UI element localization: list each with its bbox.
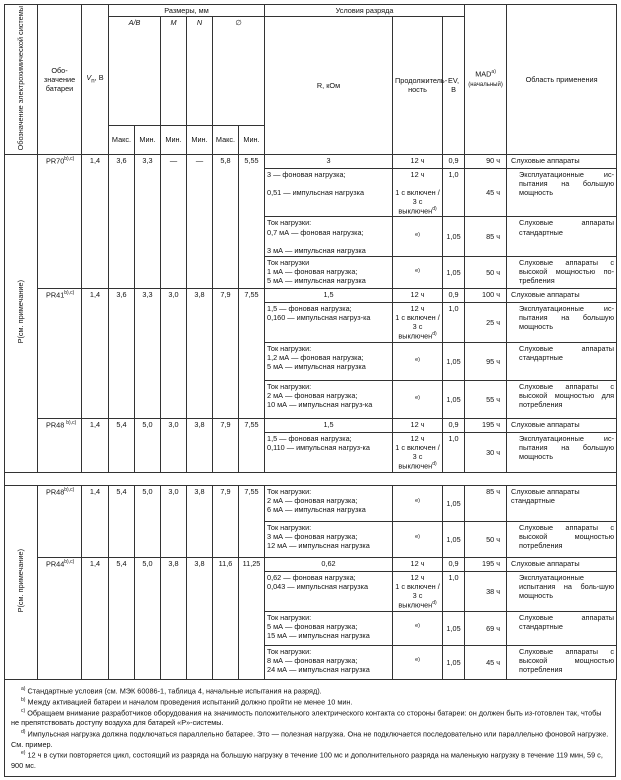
header-conditions: Условия разряда [265, 5, 465, 17]
battery-n-min: — [187, 154, 213, 288]
resistance-cell: 3 [265, 154, 393, 168]
ev-cell: 1,05 [443, 256, 465, 288]
header-ab-max: Макс. [109, 125, 135, 154]
resistance-cell: Ток нагрузки: 5 мА — фоновая нагрузка; 15 мА — импульсная нагрузка [265, 611, 393, 645]
duration-footnote-ref: d) [432, 205, 437, 212]
resistance-cell: Ток нагрузки: 2 мА — фоновая нагрузка; 6 мА — импульсная нагрузка [265, 485, 393, 521]
footnote-text: 12 ч в сутки повторяется цикл, состоящий из разряда на большую нагрузку в течение 100 мс и дополнительного разряда на маленькую нагрузку в течение 119 мин, 59 с, 900 мс. [11, 750, 603, 770]
application-cell: Эксплуатационные испытания на боль-шую мощность [507, 571, 617, 611]
mad-cell: 50 ч [465, 521, 507, 557]
battery-code: PR48 [46, 420, 67, 430]
battery-name [38, 418, 82, 472]
ev-cell: 1,05 [443, 380, 465, 418]
battery-code: PR48 [46, 487, 65, 497]
battery-ab-min: 3,3 [135, 154, 161, 288]
duration-cell [393, 217, 443, 256]
duration-cell [393, 168, 443, 217]
duration-text: e) [415, 623, 420, 630]
duration-text: e) [415, 498, 420, 505]
header-m-min: Мин. [161, 125, 187, 154]
duration-footnote-ref: d) [432, 461, 437, 468]
footnote-text: Между активацией батареи и началом проведения испытаний должно пройти не менее 10 мин. [25, 697, 353, 707]
duration-text: 12 ч 1 с включен / 3 с выключен [395, 572, 440, 610]
battery-d-max: 7,9 [213, 288, 239, 418]
duration-cell [393, 288, 443, 302]
battery-footnote-ref: b),c) [66, 419, 77, 426]
ev-cell: 1,05 [443, 342, 465, 380]
application-cell: Эксплуатационные ис-пытания на большую мощность [507, 168, 617, 217]
battery-ab-min: 3,3 [135, 288, 161, 418]
duration-cell [393, 521, 443, 557]
battery-m-min: 3,0 [161, 485, 187, 557]
ev-cell: 1,05 [443, 217, 465, 256]
resistance-cell: Ток нагрузки: 2 мА — фоновая нагрузка; 10 мА — импульсная нагруз-ка [265, 380, 393, 418]
footnote-mark: e) [21, 750, 26, 757]
resistance-cell: Ток нагрузки: 3 мА — фоновая нагрузка; 12 мА — импульсная нагрузка [265, 521, 393, 557]
battery-ab-max: 3,6 [109, 288, 135, 418]
duration-text: e) [415, 231, 420, 238]
ev-cell: 0,9 [443, 288, 465, 302]
duration-text: e) [415, 657, 420, 664]
duration-footnote-ref: d) [432, 331, 437, 338]
battery-n-min: 3,8 [187, 288, 213, 418]
resistance-cell: 3 — фоновая нагрузка; 0,51 — импульсная нагрузка [265, 168, 393, 217]
battery-v: 1,4 [82, 418, 109, 472]
ev-cell: 1,0 [443, 432, 465, 472]
system-label: P(см. примечание) [16, 280, 26, 344]
battery-footnote-ref: b),c) [64, 289, 75, 296]
footnote [11, 729, 609, 749]
mad-cell: 100 ч [465, 288, 507, 302]
battery-ab-max: 5,4 [109, 418, 135, 472]
duration-text: e) [415, 356, 420, 363]
duration-cell [393, 571, 443, 611]
mad-cell: 90 ч [465, 154, 507, 168]
battery-n-min: 3,8 [187, 485, 213, 557]
header-system: Обозначение электрохимической системы [5, 5, 38, 155]
battery-d-max: 5,8 [213, 154, 239, 288]
footnote-mark: a) [21, 685, 26, 692]
application-cell: Слуховые аппараты с высокой мощностью потребления [507, 521, 617, 557]
header-n-min: Мин. [187, 125, 213, 154]
gap-cell [5, 472, 617, 485]
duration-cell [393, 611, 443, 645]
group-gap [5, 472, 617, 485]
application-cell: Эксплуатационные ис-пытания на большую мощность [507, 302, 617, 342]
duration-text: 12 ч [410, 558, 425, 568]
duration-cell [393, 418, 443, 432]
ev-cell: 1,05 [443, 521, 465, 557]
system-cell [5, 154, 38, 472]
battery-v: 1,4 [82, 154, 109, 288]
battery-n-min: 3,8 [187, 557, 213, 679]
mad-cell: 25 ч [465, 302, 507, 342]
table-header [5, 5, 617, 155]
mad-cell: 85 ч [465, 217, 507, 256]
application-cell: Слуховые аппараты стандартные [507, 485, 617, 521]
duration-cell [393, 557, 443, 571]
duration-text: 12 ч 1 с включен / 3 с выключен [395, 433, 440, 471]
battery-d-max: 7,9 [213, 485, 239, 557]
battery-footnote-ref: b),c) [64, 558, 75, 565]
duration-cell [393, 154, 443, 168]
header-n: N [187, 17, 213, 125]
battery-ab-min: 5,0 [135, 485, 161, 557]
footnotes [4, 680, 616, 777]
mad-cell: 45 ч [465, 168, 507, 217]
mad-cell: 30 ч [465, 432, 507, 472]
ev-cell: 1,0 [443, 168, 465, 217]
mad-cell: 195 ч [465, 557, 507, 571]
mad-cell: 95 ч [465, 342, 507, 380]
footnote-mark: d) [21, 729, 26, 736]
header-d-max: Макс. [213, 125, 239, 154]
application-cell: Эксплуатационные ис-пытания на большую мощность [507, 432, 617, 472]
resistance-cell: 0,62 [265, 557, 393, 571]
duration-text: 12 ч [410, 289, 425, 299]
header-d-min: Мин. [239, 125, 265, 154]
footnote [11, 708, 609, 728]
battery-footnote-ref: b),c) [64, 486, 75, 493]
mad-cell: 69 ч [465, 611, 507, 645]
duration-text: 12 ч [410, 419, 425, 429]
header-area: Область применения [507, 5, 617, 155]
ev-cell: 0,9 [443, 154, 465, 168]
header-m: M [161, 17, 187, 125]
system-cell [5, 485, 38, 679]
battery-ab-max: 5,4 [109, 485, 135, 557]
battery-name [38, 154, 82, 288]
ev-cell: 1,05 [443, 645, 465, 679]
battery-d-min: 11,25 [239, 557, 265, 679]
resistance-cell: 1,5 — фоновая нагрузка; 0,110 — импульсная нагруз-ка [265, 432, 393, 472]
system-label: P(см. примечание) [16, 549, 26, 613]
header-battery: Обо-значение батареи [38, 5, 82, 155]
application-cell: Слуховые аппараты с высокой мощностью потребления [507, 645, 617, 679]
header-duration: Продолжитель-ность [393, 17, 443, 154]
duration-cell [393, 256, 443, 288]
footnote-mark: c) [21, 708, 26, 715]
battery-m-min: 3,0 [161, 418, 187, 472]
ev-cell: 1,0 [443, 302, 465, 342]
header-mad: MAD$^{a)}$ (начальный) [465, 5, 507, 155]
battery-spec-table [4, 4, 617, 680]
resistance-cell: Ток нагрузки: 8 мА — фоновая нагрузка; 24 мА — импульсная нагрузка [265, 645, 393, 679]
mad-cell: 85 ч [465, 485, 507, 521]
battery-ab-min: 5,0 [135, 418, 161, 472]
application-cell: Слуховые аппараты стандартные [507, 217, 617, 256]
header-r: R, кОм [265, 17, 393, 154]
ev-cell: 1,05 [443, 611, 465, 645]
standard-page [4, 4, 616, 777]
duration-cell [393, 645, 443, 679]
header-ev: EV, В [443, 17, 465, 154]
header-ab: A/B [109, 17, 161, 125]
header-sizes: Размеры, мм [109, 5, 265, 17]
resistance-cell: Ток нагрузки: 1,2 мА — фоновая нагрузка; 5 мА — импульсная нагрузка [265, 342, 393, 380]
ev-cell: 0,9 [443, 418, 465, 432]
footnote-mark: b) [21, 696, 26, 703]
footnote [11, 697, 609, 707]
table-row [5, 418, 617, 432]
application-cell: Слуховые аппараты с высокой мощностью для потребления [507, 380, 617, 418]
application-cell: Слуховые аппараты [507, 557, 617, 571]
battery-d-min: 5,55 [239, 154, 265, 288]
application-cell: Слуховые аппараты [507, 418, 617, 432]
header-ab-min: Мин. [135, 125, 161, 154]
duration-cell [393, 302, 443, 342]
battery-v: 1,4 [82, 557, 109, 679]
table-row [5, 288, 617, 302]
battery-m-min: 3,0 [161, 288, 187, 418]
ev-cell: 1,05 [443, 485, 465, 521]
battery-m-min: — [161, 154, 187, 288]
battery-code: PR70 [46, 155, 65, 165]
battery-d-min: 7,55 [239, 288, 265, 418]
mad-cell: 38 ч [465, 571, 507, 611]
duration-text: 12 ч 1 с включен / 3 с выключен [395, 169, 440, 216]
duration-text: 12 ч 1 с включен / 3 с выключен [395, 303, 440, 341]
duration-text: e) [415, 267, 420, 274]
battery-name [38, 288, 82, 418]
table-row [5, 154, 617, 168]
application-cell: Слуховые аппараты [507, 288, 617, 302]
table-row [5, 485, 617, 521]
battery-footnote-ref: b),c) [64, 155, 75, 162]
footnote [11, 686, 609, 696]
resistance-cell: 1,5 — фоновая нагрузка; 0,160 — импульсная нагруз-ка [265, 302, 393, 342]
footnote-text: Стандартные условия (см. МЭК 60086-1, таблица 4, начальные испытания на разряд). [25, 686, 322, 696]
duration-text: e) [415, 394, 420, 401]
battery-name [38, 485, 82, 557]
duration-text: e) [415, 534, 420, 541]
battery-v: 1,4 [82, 288, 109, 418]
mad-cell: 55 ч [465, 380, 507, 418]
resistance-cell: 1,5 [265, 288, 393, 302]
battery-ab-max: 5,4 [109, 557, 135, 679]
ev-cell: 0,9 [443, 557, 465, 571]
battery-m-min: 3,8 [161, 557, 187, 679]
table-body [5, 154, 617, 679]
battery-code: PR41 [46, 290, 65, 300]
mad-cell: 50 ч [465, 256, 507, 288]
mad-cell: 45 ч [465, 645, 507, 679]
battery-name [38, 557, 82, 679]
resistance-cell: Ток нагрузки 1 мА — фоновая нагрузка; 5 мА — импульсная нагрузка [265, 256, 393, 288]
duration-cell [393, 380, 443, 418]
duration-cell [393, 342, 443, 380]
application-cell: Слуховые аппараты стандартные [507, 342, 617, 380]
application-cell: Слуховые аппараты [507, 154, 617, 168]
battery-d-max: 11,6 [213, 557, 239, 679]
resistance-cell: Ток нагрузки: 0,7 мА — фоновая нагрузка; 3 мА — импульсная нагрузка [265, 217, 393, 256]
battery-d-max: 7,9 [213, 418, 239, 472]
duration-cell [393, 485, 443, 521]
battery-code: PR44 [46, 559, 65, 569]
battery-v: 1,4 [82, 485, 109, 557]
duration-footnote-ref: d) [432, 599, 437, 606]
duration-text: 12 ч [410, 155, 425, 165]
battery-d-min: 7,55 [239, 418, 265, 472]
battery-ab-min: 5,0 [135, 557, 161, 679]
battery-ab-max: 3,6 [109, 154, 135, 288]
table-row [5, 557, 617, 571]
application-cell: Слуховые аппараты с высокой мощностью по-требления [507, 256, 617, 288]
battery-d-min: 7,55 [239, 485, 265, 557]
duration-cell [393, 432, 443, 472]
header-voltage: $V_n$, В [82, 5, 109, 155]
resistance-cell: 0,62 — фоновая нагрузка; 0,043 — импульсная нагрузка [265, 571, 393, 611]
application-cell: Слуховые аппараты стандартные [507, 611, 617, 645]
footnote-text: Обращаем внимание разработчиков оборудования на значимость положительного электрического контакта со стороны батареи: он должен быть из-готовлен так, чтобы не препятствовать доступу воздуха для батарей «P»-системы. [11, 708, 602, 728]
header-diameter: ∅ [213, 17, 265, 125]
battery-n-min: 3,8 [187, 418, 213, 472]
mad-cell: 195 ч [465, 418, 507, 432]
resistance-cell: 1,5 [265, 418, 393, 432]
footnote-text: Импульсная нагрузка должна подключаться параллельно батарее. Это — полезная нагрузка. Она не подключается последовательно или параллельно фоновой нагрузке. См. пример. [11, 729, 609, 749]
footnote [11, 750, 609, 770]
ev-cell: 1,0 [443, 571, 465, 611]
